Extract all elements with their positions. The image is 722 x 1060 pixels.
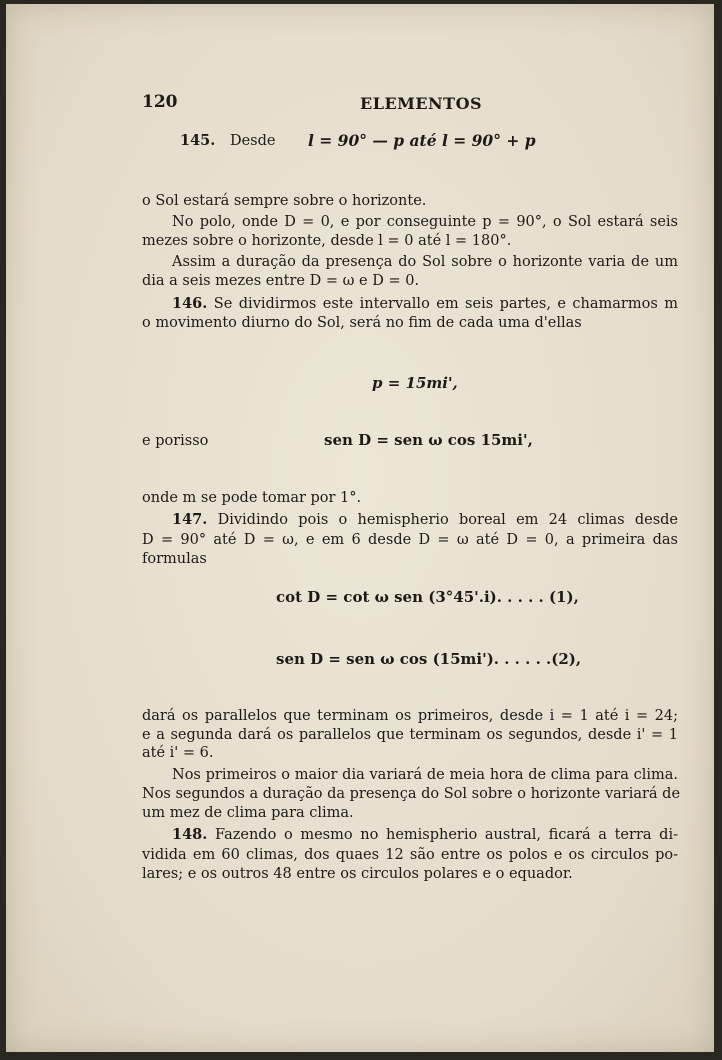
equation-sen-d: sen D = sen ω cos 15mi',: [324, 431, 533, 449]
section-148-line: [142, 826, 678, 844]
page-number: 120: [142, 92, 178, 112]
text-line: vidida em 60 climas, dos quaes 12 são entre os polos e os circulos po-: [142, 847, 678, 863]
text-line: Assim a duração da presença do Sol sobre o horizonte varia de um: [172, 254, 678, 270]
section-number: 147.: [172, 511, 208, 528]
text-line: e a segunda dará os parallelos que terminam os segundos, desde i' = 1: [142, 727, 678, 743]
section-145-heading: [142, 132, 678, 150]
text-line: formulas: [142, 551, 207, 567]
text-fragment: Se dividirmos este intervallo em seis partes, e chamarmos m: [213, 296, 678, 312]
text-line: D = 90° até D = ω, e em 6 desde D = ω até D = 0, a primeira das: [142, 532, 678, 548]
section-number: 148.: [172, 826, 208, 843]
text-line: onde m se pode tomar por 1°.: [142, 490, 362, 506]
section-146-line: [142, 295, 678, 313]
text-line: mezes sobre o horizonte, desde l = 0 até l = 180°.: [142, 233, 512, 249]
text-line: o movimento diurno do Sol, será no fim de cada uma d'ellas: [142, 315, 582, 331]
equation-2: sen D = sen ω cos (15mi'). . . . . .(2),: [276, 650, 582, 668]
equation-1: cot D = cot ω sen (3°45'.i). . . . . (1),: [276, 588, 579, 606]
text-fragment: Fazendo o mesmo no hemispherio austral, ficará a terra di-: [215, 827, 679, 843]
text-line: dia a seis mezes entre D = ω e D = 0.: [142, 273, 420, 289]
text-line: até i' = 6.: [142, 745, 214, 761]
equation-p: p = 15mi',: [372, 374, 458, 392]
text-line: o Sol estará sempre sobre o horizonte.: [142, 193, 427, 209]
section-number: 146.: [172, 295, 208, 312]
text-line: lares; e os outros 48 entre os circulos polares e o equador.: [142, 866, 573, 882]
running-title: ELEMENTOS: [360, 94, 483, 113]
text-line: No polo, onde D = 0, e por conseguinte p = 90°, o Sol estará seis: [172, 214, 678, 230]
text-line: Nos segundos a duração da presença do Sol sobre o horizonte variará de: [142, 786, 681, 802]
text-line: dará os parallelos que terminam os primeiros, desde i = 1 até i = 24;: [142, 708, 678, 724]
section-intro-word: Desde: [229, 133, 276, 149]
section-number: 145.: [180, 132, 216, 149]
formula-range: l = 90° — p até l = 90° + p: [308, 131, 536, 150]
text-line: um mez de clima para clima.: [142, 805, 354, 821]
text-line: e porisso: [142, 433, 209, 449]
text-line: Nos primeiros o maior dia variará de meia hora de clima para clima.: [172, 767, 678, 783]
section-147-line: [142, 511, 678, 529]
book-page: [6, 4, 714, 1052]
text-fragment: Dividindo pois o hemispherio boreal em 24 climas desde: [217, 512, 678, 528]
